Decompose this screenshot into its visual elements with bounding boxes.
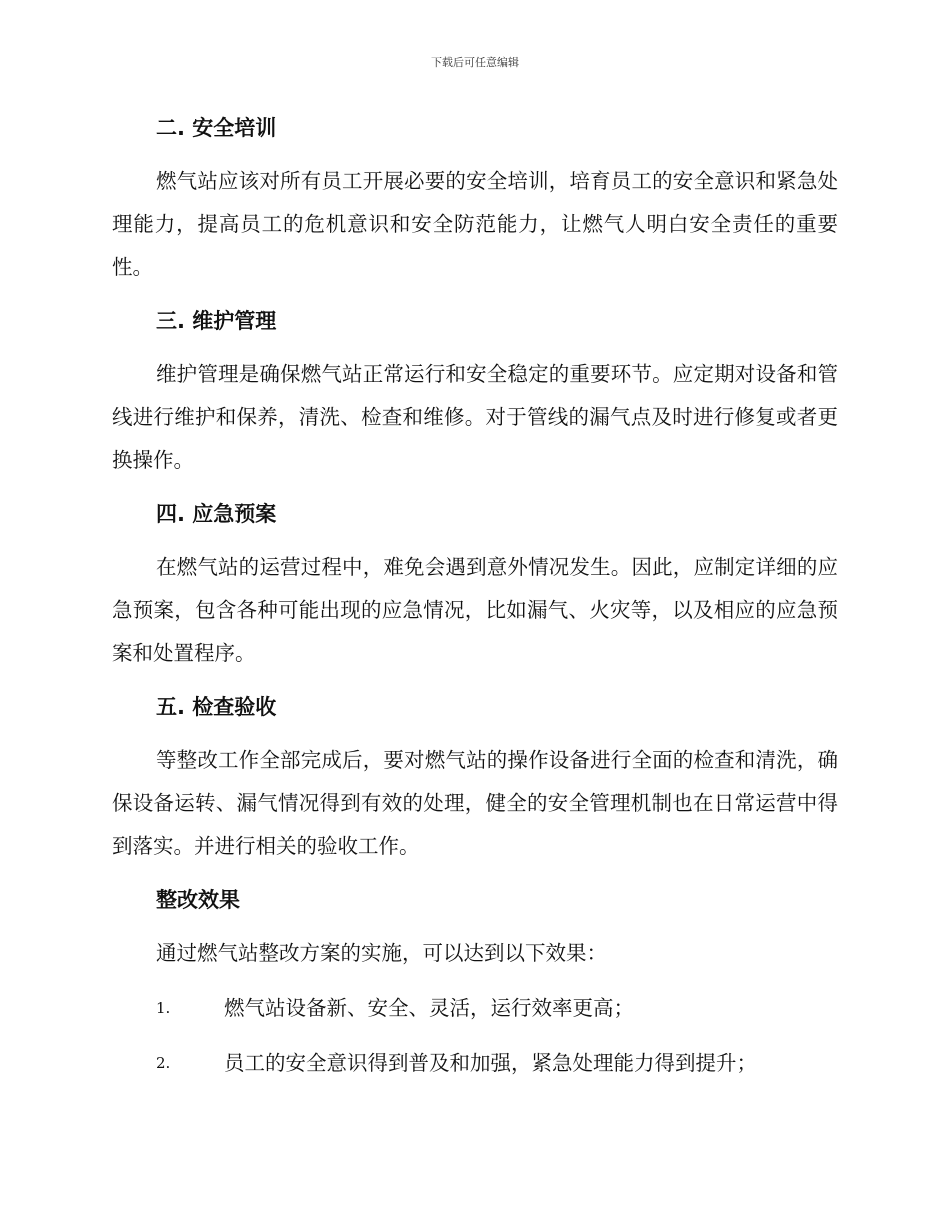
section-safety-training [112,108,838,289]
section-paragraph: 维护管理是确保燃气站正常运行和安全稳定的重要环节。应定期对设备和管线进行维护和保养，清洗、检查和维修。对于管线的漏气点及时进行修复或者更换操作。 [112,362,838,472]
section-heading: 整改效果 [156,888,240,912]
section-paragraph: 等整改工作全部完成后，要对燃气站的操作设备进行全面的检查和清洗，确保设备运转、漏气情况得到有效的处理，健全的安全管理机制也在日常运营中得到落实。并进行相关的验收工作。 [112,748,838,858]
list-text: 员工的安全意识得到普及和加强，紧急处理能力得到提升； [224,1051,757,1075]
list-number: 1. [156,999,171,1017]
section-paragraph: 在燃气站的运营过程中，难免会遇到意外情况发生。因此，应制定详细的应急预案，包含各种可能出现的应急情况，比如漏气、火灾等，以及相应的应急预案和处置程序。 [112,555,838,665]
section-maintenance [112,301,838,482]
section-heading: 五. 检查验收 [156,695,277,719]
list-item [112,987,838,1030]
section-inspection [112,687,838,868]
section-emergency-plan [112,494,838,675]
list-item [112,1042,838,1085]
effects-intro: 通过燃气站整改方案的实施，可以达到以下效果： [156,941,607,965]
section-heading: 四. 应急预案 [156,502,277,526]
section-effects [112,880,838,1085]
section-heading: 三. 维护管理 [156,309,277,333]
page-header: 下载后可任意编辑 [431,56,519,69]
document-body [112,108,838,1097]
section-paragraph: 燃气站应该对所有员工开展必要的安全培训，培育员工的安全意识和紧急处理能力，提高员工的危机意识和安全防范能力，让燃气人明白安全责任的重要性。 [112,169,838,279]
list-number: 2. [156,1054,171,1072]
list-text: 燃气站设备新、安全、灵活，运行效率更高； [224,996,634,1020]
section-heading: 二. 安全培训 [156,116,277,140]
